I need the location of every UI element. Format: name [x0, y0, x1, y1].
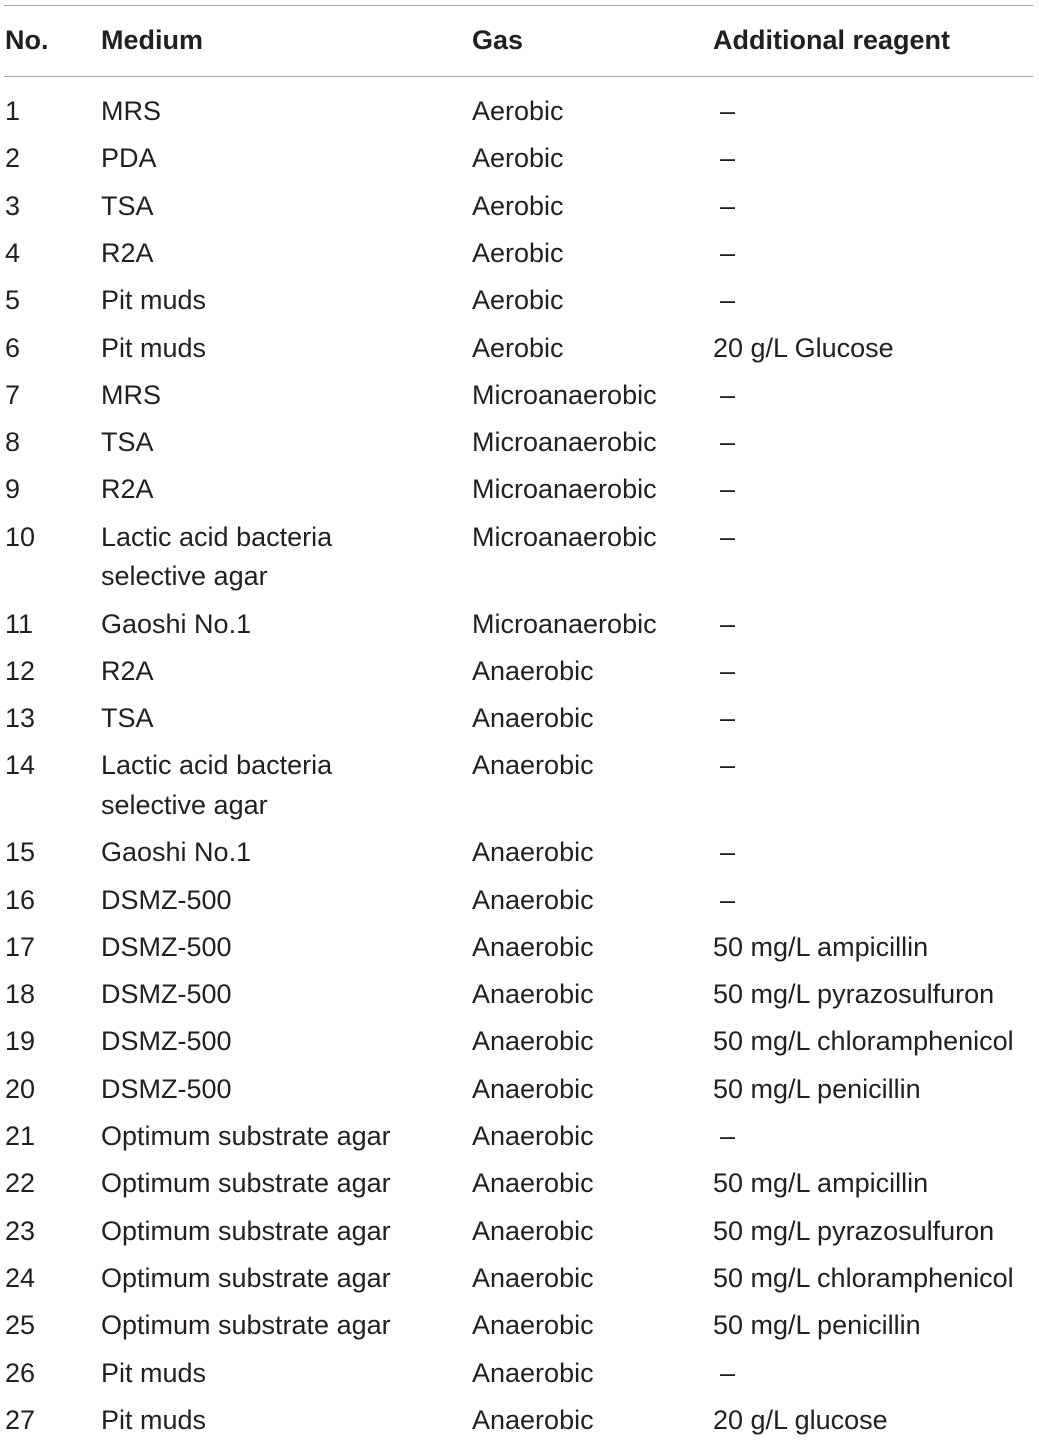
cell-medium-line2: selective agar [101, 789, 268, 820]
cell-additional-reagent: 50 mg/L chloramphenicol [713, 1026, 1014, 1057]
cell-gas: Anaerobic [472, 1121, 594, 1151]
cell-additional-reagent: – [720, 750, 736, 781]
cell-additional-reagent: – [720, 608, 736, 639]
cell-medium: MRS [101, 96, 161, 126]
cell-gas: Microanaerobic [472, 379, 657, 410]
cell-gas: Anaerobic [472, 931, 594, 962]
cell-medium: Optimum substrate agar [101, 1168, 391, 1199]
cell-no: 9 [5, 474, 21, 505]
cell-no: 23 [5, 1215, 36, 1246]
cell-gas: Anaerobic [472, 884, 594, 915]
header-additional-reagent: Additional reagent [713, 25, 951, 55]
cell-no: 16 [5, 884, 36, 915]
cell-medium: Gaoshi No.1 [101, 608, 252, 639]
cell-no: 13 [5, 703, 36, 734]
cell-additional-reagent: – [720, 190, 736, 221]
cell-additional-reagent: 50 mg/L pyrazosulfuron [713, 1215, 995, 1246]
cell-medium: R2A [101, 655, 154, 686]
cell-medium: DSMZ-500 [101, 884, 232, 915]
cell-additional-reagent: 20 g/L Glucose [713, 332, 894, 363]
cell-additional-reagent: 50 mg/L ampicillin [713, 931, 929, 962]
table-top-rule [4, 5, 1033, 6]
cell-no: 18 [5, 979, 36, 1010]
cell-additional-reagent: – [720, 837, 736, 868]
cell-no: 2 [5, 143, 21, 174]
cell-medium-line2: selective agar [101, 561, 268, 592]
cell-medium: DSMZ-500 [101, 1073, 232, 1104]
cell-additional-reagent: 50 mg/L pyrazosulfuron [713, 979, 995, 1010]
cell-medium: Pit muds [101, 1404, 207, 1435]
cell-no: 19 [5, 1026, 36, 1057]
cell-gas: Microanaerobic [472, 427, 657, 458]
cell-medium: MRS [101, 379, 161, 410]
cell-medium: R2A [101, 237, 154, 268]
cell-medium: R2A [101, 474, 154, 505]
cell-gas: Anaerobic [472, 1168, 594, 1199]
cell-no: 1 [5, 96, 21, 126]
cell-medium: Gaoshi No.1 [101, 837, 252, 868]
cell-additional-reagent: – [720, 1357, 736, 1388]
cell-additional-reagent: – [720, 379, 736, 410]
cell-gas: Aerobic [472, 237, 564, 268]
header-gas: Gas [472, 25, 524, 55]
cell-no: 6 [5, 332, 21, 363]
cell-gas: Anaerobic [472, 837, 594, 868]
cell-medium: TSA [101, 703, 154, 734]
cell-additional-reagent: 20 g/L glucose [713, 1404, 888, 1435]
cell-no: 12 [5, 655, 36, 686]
cell-additional-reagent: 50 mg/L penicillin [713, 1073, 921, 1104]
cell-no: 8 [5, 427, 21, 458]
cell-medium: Lactic acid bacteria [101, 750, 333, 781]
cell-additional-reagent: – [720, 655, 736, 686]
cell-no: 4 [5, 237, 21, 268]
cell-gas: Anaerobic [472, 703, 594, 734]
cell-no: 7 [5, 379, 21, 410]
cell-gas: Anaerobic [472, 1026, 594, 1057]
cell-no: 11 [5, 608, 34, 639]
cell-no: 15 [5, 837, 36, 868]
cell-medium: Optimum substrate agar [101, 1262, 391, 1293]
cell-medium: Pit muds [101, 285, 207, 316]
cell-additional-reagent: – [720, 884, 736, 915]
cell-medium: Pit muds [101, 1357, 207, 1388]
cell-gas: Anaerobic [472, 1073, 594, 1104]
cell-additional-reagent: 50 mg/L chloramphenicol [713, 1262, 1014, 1293]
cell-medium: Pit muds [101, 332, 207, 363]
cell-medium: TSA [101, 190, 154, 221]
cell-additional-reagent: 50 mg/L penicillin [713, 1310, 921, 1341]
cell-additional-reagent: – [720, 521, 736, 552]
cell-additional-reagent: – [720, 1121, 736, 1151]
header-no: No. [5, 25, 49, 55]
cell-no: 14 [5, 750, 36, 781]
cell-gas: Microanaerobic [472, 608, 657, 639]
cell-medium: Lactic acid bacteria [101, 521, 333, 552]
cell-no: 21 [5, 1121, 36, 1151]
cell-gas: Microanaerobic [472, 521, 657, 552]
cell-additional-reagent: – [720, 96, 736, 126]
cell-no: 26 [5, 1357, 36, 1388]
cell-medium: Optimum substrate agar [101, 1310, 391, 1341]
cell-gas: Aerobic [472, 332, 564, 363]
cell-medium: DSMZ-500 [101, 979, 232, 1010]
cell-additional-reagent: – [720, 143, 736, 174]
cell-no: 3 [5, 190, 21, 221]
cell-additional-reagent: – [720, 703, 736, 734]
cell-no: 27 [5, 1404, 36, 1435]
cell-gas: Anaerobic [472, 1357, 594, 1388]
cell-medium: Optimum substrate agar [101, 1121, 391, 1151]
cell-medium: Optimum substrate agar [101, 1215, 391, 1246]
cell-no: 5 [5, 285, 21, 316]
cell-medium: TSA [101, 427, 154, 458]
cell-medium: DSMZ-500 [101, 931, 232, 962]
header-medium: Medium [101, 25, 204, 55]
cell-gas: Anaerobic [472, 1262, 594, 1293]
header-rule [4, 76, 1033, 77]
cell-additional-reagent: – [720, 285, 736, 316]
cell-gas: Aerobic [472, 190, 564, 221]
cell-gas: Anaerobic [472, 1215, 594, 1246]
cell-gas: Anaerobic [472, 1310, 594, 1341]
cell-gas: Aerobic [472, 143, 564, 174]
cell-gas: Aerobic [472, 96, 564, 126]
cell-no: 22 [5, 1168, 36, 1199]
cell-gas: Microanaerobic [472, 474, 657, 505]
cell-gas: Anaerobic [472, 979, 594, 1010]
cell-gas: Anaerobic [472, 655, 594, 686]
cell-additional-reagent: – [720, 237, 736, 268]
cell-additional-reagent: 50 mg/L ampicillin [713, 1168, 929, 1199]
cell-medium: DSMZ-500 [101, 1026, 232, 1057]
cell-medium: PDA [101, 143, 157, 174]
cell-no: 10 [5, 521, 36, 552]
cell-additional-reagent: – [720, 427, 736, 458]
cell-no: 24 [5, 1262, 36, 1293]
cell-gas: Anaerobic [472, 750, 594, 781]
cell-no: 17 [5, 931, 36, 962]
cell-no: 20 [5, 1073, 36, 1104]
cell-additional-reagent: – [720, 474, 736, 505]
cell-no: 25 [5, 1310, 36, 1341]
cell-gas: Aerobic [472, 285, 564, 316]
cell-gas: Anaerobic [472, 1404, 594, 1435]
